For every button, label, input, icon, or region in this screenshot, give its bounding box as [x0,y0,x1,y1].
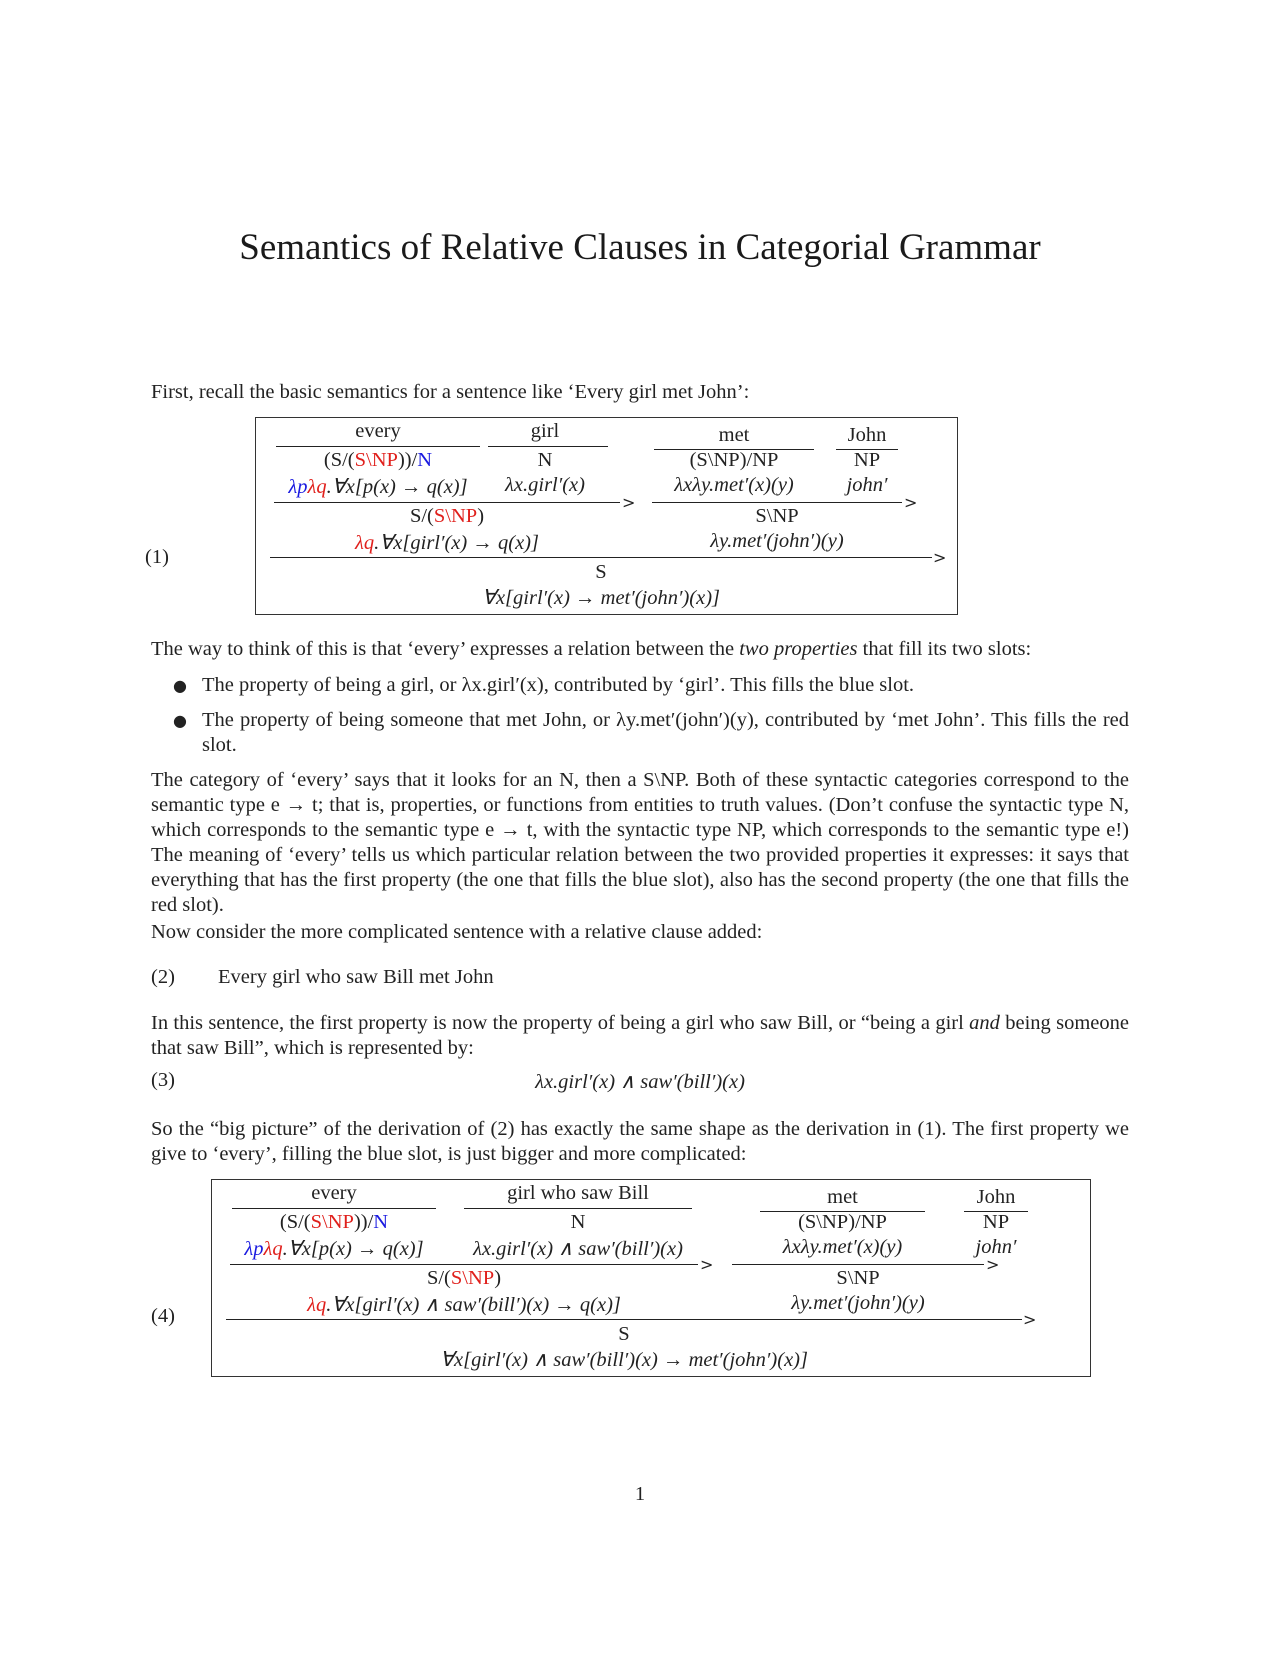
every-category: (S/(S\NP))/N [323,449,433,471]
met-semantics: λxλy.met′(x)(y) [674,474,794,496]
paragraph-relative-clause: Now consider the more complicated sentence with a relative clause added: [151,921,763,943]
forward-application-arrow: > [904,493,918,512]
application-rule [270,557,932,558]
word-john: John [847,424,887,446]
john-category: NP [853,449,881,471]
vp-category: S\NP [836,1267,880,1289]
girl-semantics: λx.girl′(x) ∧ saw′(bill′)(x) [473,1238,683,1260]
s-semantics: ∀x[girl′(x) ∧ saw′(bill′)(x) → met′(john′)(x)] [440,1349,808,1371]
met-category: (S\NP)/NP [798,1211,887,1233]
every-semantics: λpλq.∀x[p(x) → q(x)] [288,476,468,498]
bullet-item-girl: The property of being a girl, or λx.girl′(x), contributed by ‘girl’. This fills the blue slot. [202,674,915,696]
forward-application-arrow: > [700,1255,714,1274]
john-semantics: john′ [846,474,888,496]
page-number: 1 [634,1483,646,1505]
s-category: S [618,1323,630,1345]
application-rule [230,1264,698,1265]
s-category: S [595,561,607,583]
paragraph-first-property: In this sentence, the first property is now the property of being a girl who saw Bill, or “being a girl and being someone that saw Bill”, which is represented by: [151,1012,1129,1059]
lexical-rule [232,1208,436,1209]
paragraph-two-properties: The way to think of this is that ‘every’ expresses a relation between the two properties that fill its two slots: [151,638,1032,660]
example-number-4: (4) [151,1305,175,1327]
forward-application-arrow: > [622,493,636,512]
page-title: Semantics of Relative Clauses in Categorial Grammar [239,227,1041,268]
girl-semantics: λx.girl′(x) [505,474,585,496]
word-every: every [311,1182,357,1204]
example-formula-3: λx.girl′(x) ∧ saw′(bill′)(x) [535,1071,745,1093]
paragraph-big-picture: So the “big picture” of the derivation of (2) has exactly the same shape as the derivation in (1). The first property we give to ‘every’, filling the blue slot, is just bigger and more complicated: [151,1118,1129,1165]
application-rule [652,502,902,503]
vp-semantics: λy.met′(john′)(y) [710,530,844,552]
derivation-box-4 [211,1179,1091,1377]
intro-paragraph: First, recall the basic semantics for a sentence like ‘Every girl met John’: [151,381,750,403]
application-rule [226,1319,1022,1320]
forward-application-arrow: > [1023,1310,1037,1329]
np-semantics: λq.∀x[girl′(x) → q(x)] [355,532,539,554]
met-category: (S\NP)/NP [689,449,779,471]
bullet-item-met-john: The property of being someone that met John, or λy.met′(john′)(y), contributed by ‘met John’. This fills the red slot. [202,709,1129,756]
word-met: met [718,424,750,446]
forward-application-arrow: > [933,548,947,567]
vp-semantics: λy.met′(john′)(y) [791,1292,925,1314]
derivation-box-1 [255,417,958,615]
np-category: S/(S\NP) [426,1267,502,1289]
every-category: (S/(S\NP))/N [279,1211,389,1233]
application-rule [732,1264,984,1265]
paragraph-category-every: The category of ‘every’ says that it looks for an N, then a S\NP. Both of these syntactic categories correspond to the semantic type e → t; that is, properties, or functions from entities to truth values. (Don’t confuse the syntactic type N, which corresponds to the semantic type e → t, with the syntactic type NP, which corresponds to the semantic type e!) The meaning of ‘every’ tells us which particular relation between the two provided properties it expresses: it says that everything that has the first property (the one that fills the blue slot), also has the second property (the one that fills the red slot). [151,769,1129,916]
girl-category: N [570,1211,586,1233]
bullet-dot: ● [173,711,187,730]
lexical-rule [464,1208,692,1209]
example-number-2: (2) [151,966,175,988]
word-met: met [827,1186,858,1208]
np-semantics: λq.∀x[girl′(x) ∧ saw′(bill′)(x) → q(x)] [307,1294,621,1316]
s-semantics: ∀x[girl′(x) → met′(john′)(x)] [481,587,721,609]
vp-category: S\NP [755,505,799,527]
forward-application-arrow: > [986,1255,1000,1274]
application-rule [274,502,620,503]
john-category: NP [982,1211,1010,1233]
example-sentence-2: Every girl who saw Bill met John [218,966,494,988]
example-number-3: (3) [151,1069,175,1091]
every-semantics: λpλq.∀x[p(x) → q(x)] [244,1238,424,1260]
girl-category: N [537,449,553,471]
lexical-rule [276,446,480,447]
bullet-dot: ● [173,676,187,695]
np-category: S/(S\NP) [409,505,485,527]
john-semantics: john′ [975,1236,1017,1258]
met-semantics: λxλy.met′(x)(y) [782,1236,903,1258]
lexical-rule [488,446,608,447]
word-every: every [355,420,401,442]
example-number-1: (1) [145,546,169,568]
word-girl-who-saw-bill: girl who saw Bill [507,1182,649,1204]
word-john: John [976,1186,1016,1208]
word-girl: girl [530,420,560,442]
